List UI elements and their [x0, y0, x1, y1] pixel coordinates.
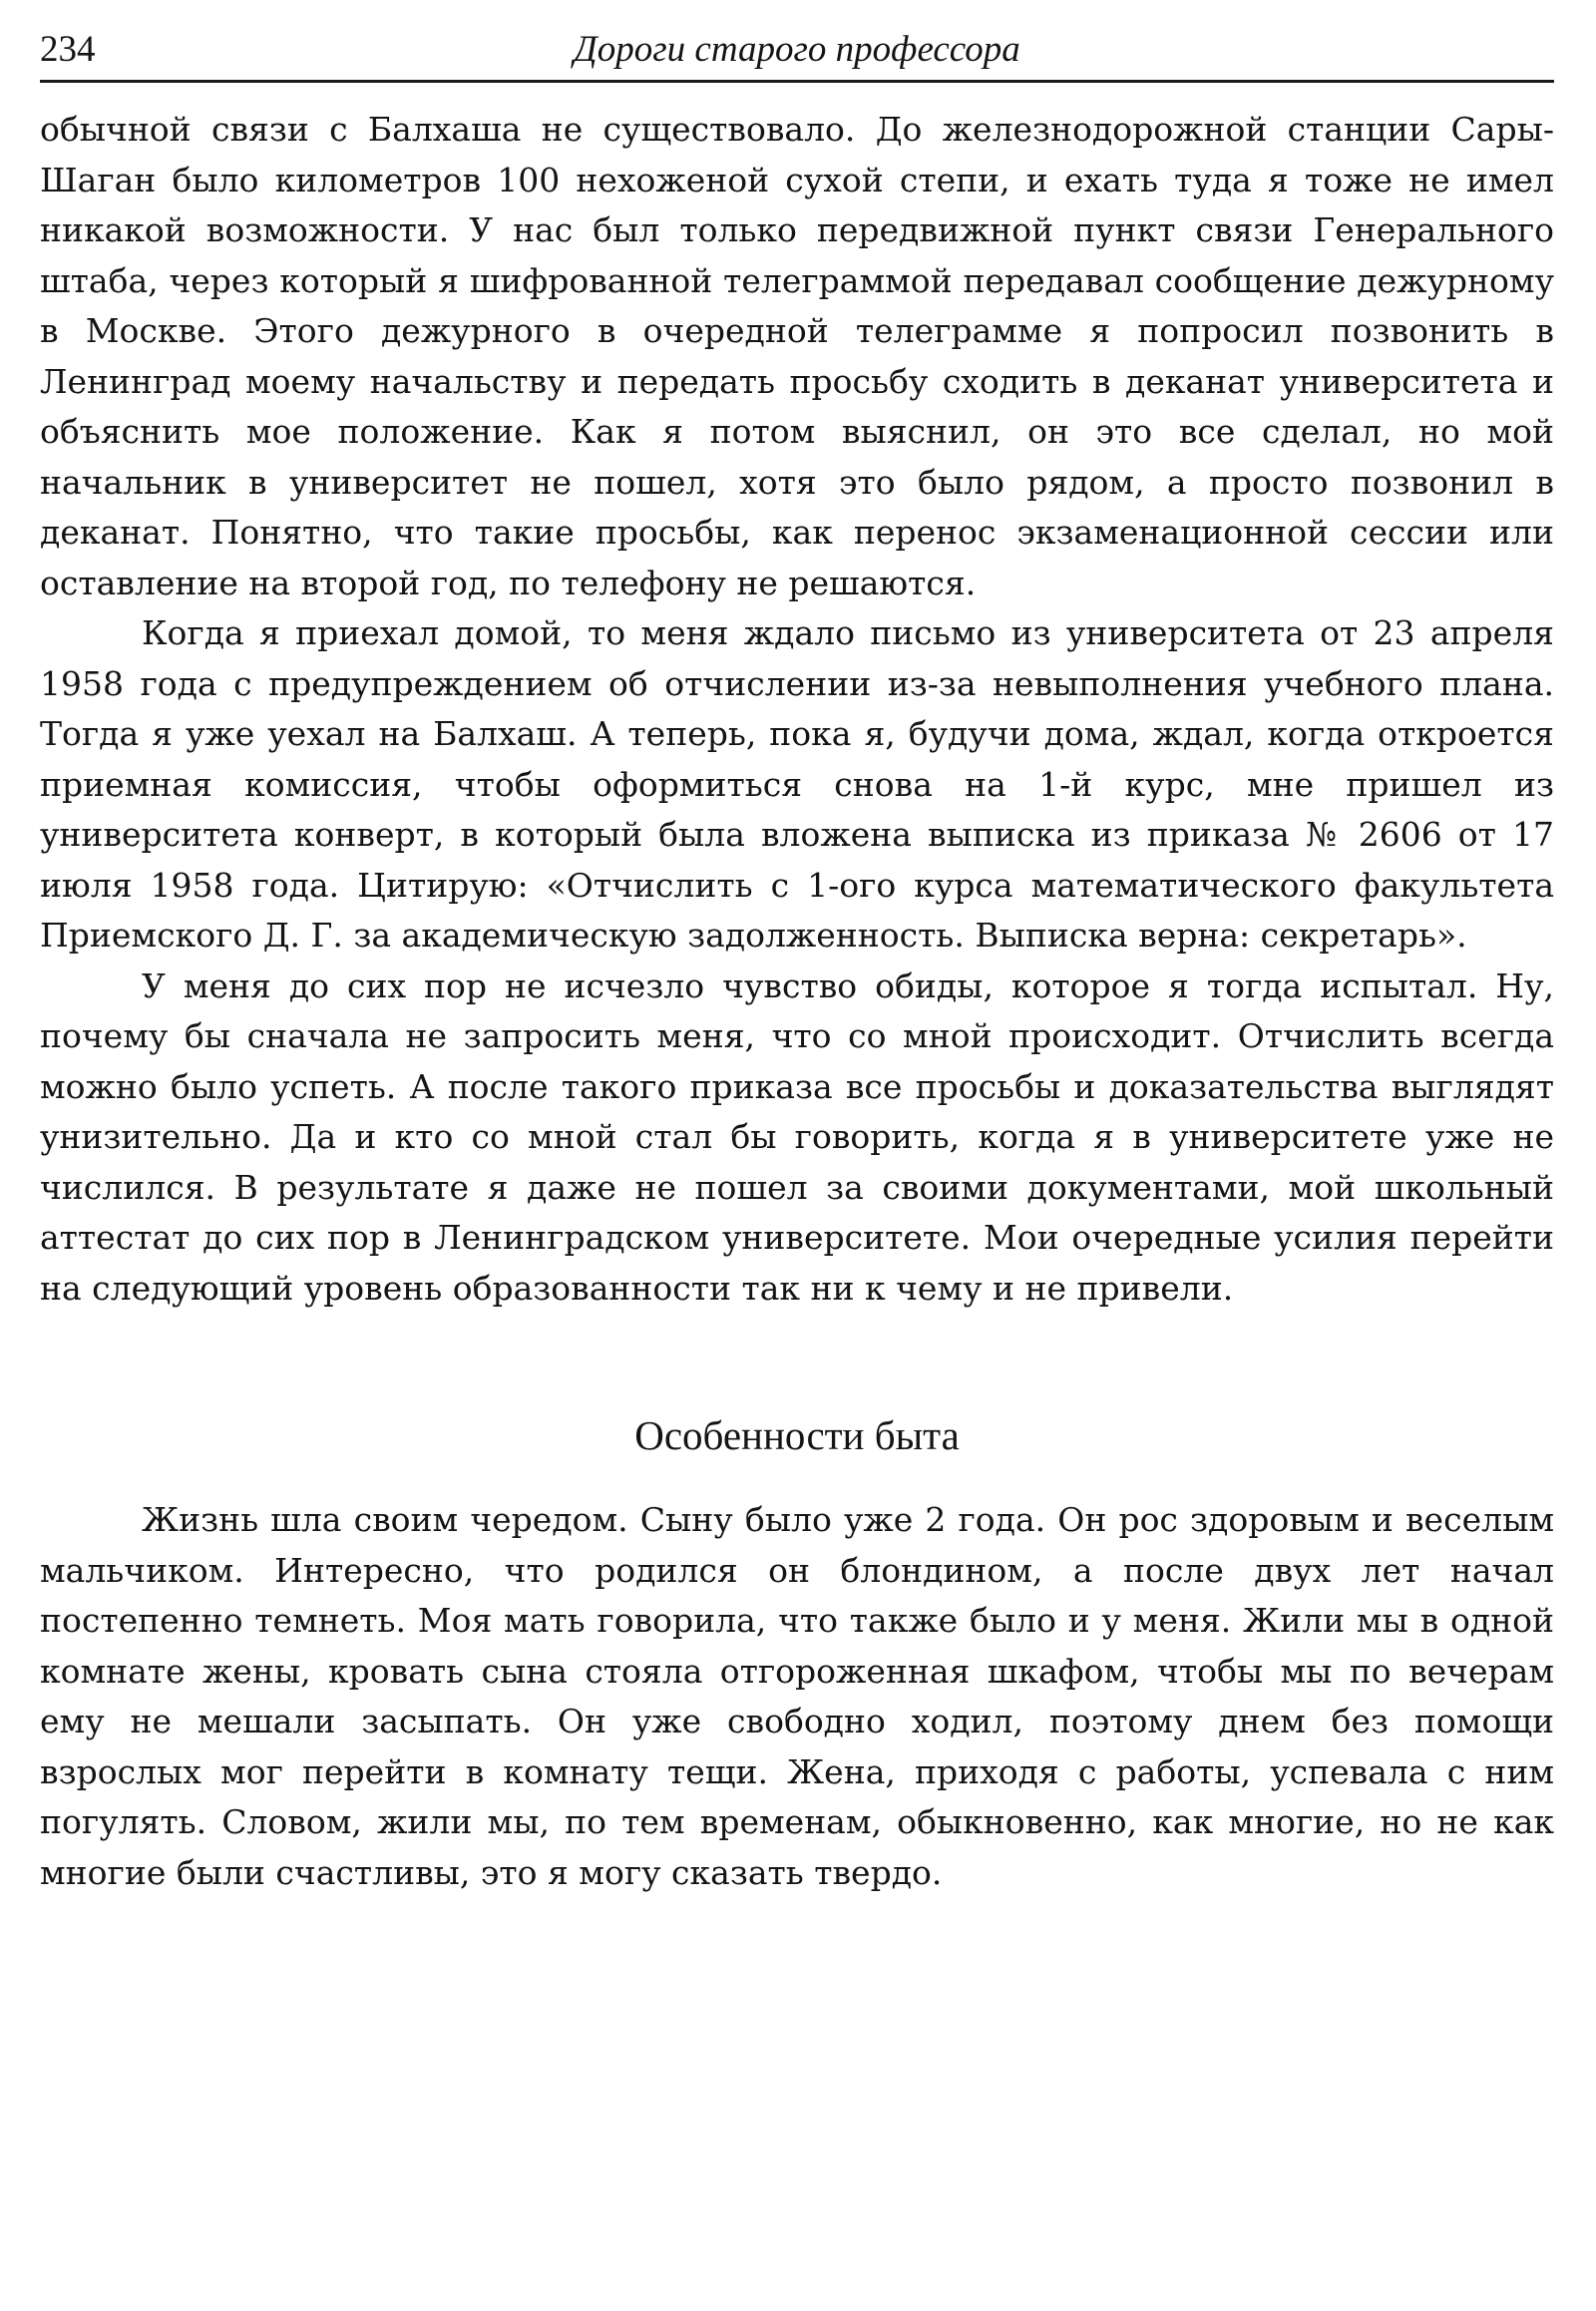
running-header [40, 20, 1554, 83]
main-text [40, 105, 1554, 1314]
paragraph: У меня до сих пор не исчезло чувство обиды, которое я тогда испытал. Ну, почему бы сначала не запросить меня, что со мной происходит. Отчислить всегда можно было успеть. А после такого приказа все просьбы и доказательства выглядят унизительно. Да и кто со мной стал бы говорить, когда я в университете уже не числился. В результате я даже не пошел за своими документами, мой школьный аттестат до сих пор в Ленинградском университете. Мои очередные усилия перейти на следующий уровень образованности так ни к чему и не привели. [40, 965, 1554, 1308]
book-page [40, 20, 1554, 1898]
paragraph: Когда я приехал домой, то меня ждало письмо из университета от 23 апреля 1958 года с предупреждением об отчислении из-за невыполнения учебного плана. Тогда я уже уехал на Балхаш. А теперь, пока я, будучи дома, ждал, когда откроется приемная комиссия, чтобы оформиться снова на 1-й курс, мне пришел из университета конверт, в который была вложена выписка из приказа № 2606 от 17 июля 1958 года. Цитирую: «Отчислить с 1-ого курса математического факультета Приемского Д. Г. за академическую задолженность. Выписка верна: секретарь». [40, 613, 1554, 955]
paragraph: Жизнь шла своим чередом. Сыну было уже 2 года. Он рос здоровым и веселым мальчиком. Интересно, что родился он блондином, а после двух лет начал постепенно темнеть. Моя мать говорила, что также было и у меня. Жили мы в одной комнате жены, кровать сына стояла отгороженная шкафом, чтобы мы по вечерам ему не мешали засыпать. Он уже свободно ходил, поэтому днем без помощи взрослых мог перейти в комнату тещи. Жена, приходя с работы, успевала с ним погулять. Словом, жили мы, по тем временам, обыкновенно, как многие, но не как многие были счастливы, это я могу сказать твердо. [40, 1500, 1554, 1892]
section-title: Особенности быта [634, 1412, 960, 1458]
page-number: 234 [40, 29, 96, 70]
paragraph-continued: обычной связи с Балхаша не существовало. До железнодорожной станции Сары-Шаган было километров 100 нехоженой сухой степи, и ехать туда я тоже не имел никакой возможности. У нас был только передвижной пункт связи Генерального штаба, через который я шифрованной телеграммой передавал сообщение дежурному в Москве. Этого дежурного в очередной телеграмме я попросил позвонить в Ленинград моему начальству и передать просьбу сходить в деканат университета и объяснить мое положение. Как я потом выяснил, он это все сделал, но мой начальник в университет не пошел, хотя это было рядом, а просто позвонил в деканат. Понятно, что такие просьбы, как перенос экзаменационной сессии или оставление на второй год, по телефону не решаются. [40, 110, 1554, 602]
book-title: Дороги старого профессора [574, 29, 1020, 70]
section-byt [40, 1409, 1554, 1898]
